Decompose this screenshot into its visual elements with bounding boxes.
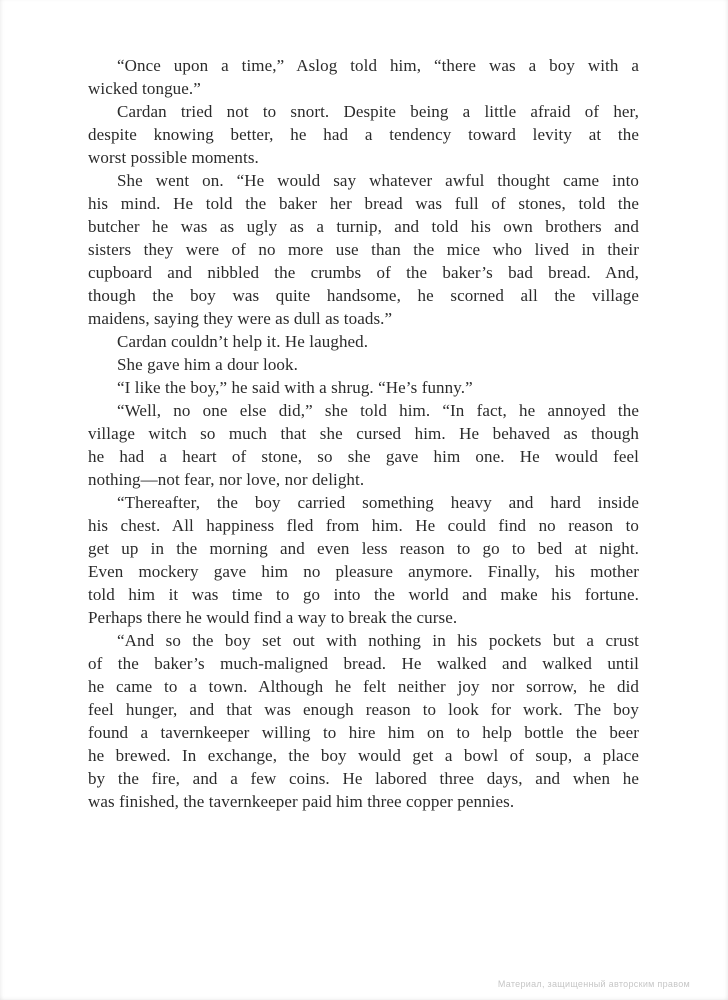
copyright-watermark: Материал, защищенный авторским правом (497, 979, 690, 989)
text-line: She went on. “He would say whatever awful thought came into (117, 171, 639, 190)
text-line: he had a heart of stone, so she gave him one. He would feel (88, 447, 639, 466)
text-line: despite knowing better, he had a tendency toward levity at the (88, 125, 639, 144)
text-line: “Once upon a time,” Aslog told him, “there was a boy with a (117, 56, 639, 75)
text-line: maidens, saying they were as dull as toads.” (88, 309, 393, 328)
paragraph (88, 376, 639, 399)
text-line: he came to a town. Although he felt neither joy nor sorrow, he did (88, 677, 639, 696)
text-line: “Well, no one else did,” she told him. “In fact, he annoyed the (117, 401, 639, 420)
paragraph (88, 330, 639, 353)
text-line: told him it was time to go into the world and make his fortune. (88, 585, 639, 604)
text-line: She gave him a dour look. (117, 355, 298, 374)
text-line: feel hunger, and that was enough reason to look for work. The boy (88, 700, 639, 719)
text-line: though the boy was quite handsome, he scorned all the village (88, 286, 639, 305)
text-line: worst possible moments. (88, 148, 259, 167)
text-line: “I like the boy,” he said with a shrug. “He’s funny.” (117, 378, 473, 397)
text-line: of the baker’s much-maligned bread. He walked and walked until (88, 654, 639, 673)
text-line: Cardan couldn’t help it. He laughed. (117, 332, 369, 351)
paragraph (88, 353, 639, 376)
paragraph (88, 169, 639, 330)
text-line: Perhaps there he would find a way to break the curse. (88, 608, 458, 627)
text-line: village witch so much that she cursed him. He behaved as though (88, 424, 639, 443)
text-line: his chest. All happiness fled from him. He could find no reason to (88, 516, 639, 535)
text-line: butcher he was as ugly as a turnip, and told his own brothers and (88, 217, 639, 236)
text-line: Even mockery gave him no pleasure anymore. Finally, his mother (88, 562, 639, 581)
paragraph (88, 100, 639, 169)
paragraph (88, 399, 639, 491)
text-line: “And so the boy set out with nothing in his pockets but a crust (117, 631, 639, 650)
text-line: sisters they were of no more use than the mice who lived in their (88, 240, 639, 259)
text-line: he brewed. In exchange, the boy would get a bowl of soup, a place (88, 746, 639, 765)
text-line: by the fire, and a few coins. He labored three days, and when he (88, 769, 639, 788)
text-line: found a tavernkeeper willing to hire him on to help bottle the beer (88, 723, 639, 742)
text-line: his mind. He told the baker her bread was full of stones, told the (88, 194, 639, 213)
text-line: wicked tongue.” (88, 79, 201, 98)
text-line: cupboard and nibbled the crumbs of the baker’s bad bread. And, (88, 263, 639, 282)
text-line: “Thereafter, the boy carried something heavy and hard inside (117, 493, 639, 512)
paragraph (88, 491, 639, 629)
text-line: was finished, the tavernkeeper paid him three copper pennies. (88, 792, 515, 811)
paragraph (88, 629, 639, 813)
paragraph (88, 54, 639, 100)
text-line: Cardan tried not to snort. Despite being a little afraid of her, (117, 102, 639, 121)
text-line: nothing—not fear, nor love, nor delight. (88, 470, 365, 489)
page-text (88, 54, 639, 813)
text-line: get up in the morning and even less reason to go to bed at night. (88, 539, 639, 558)
